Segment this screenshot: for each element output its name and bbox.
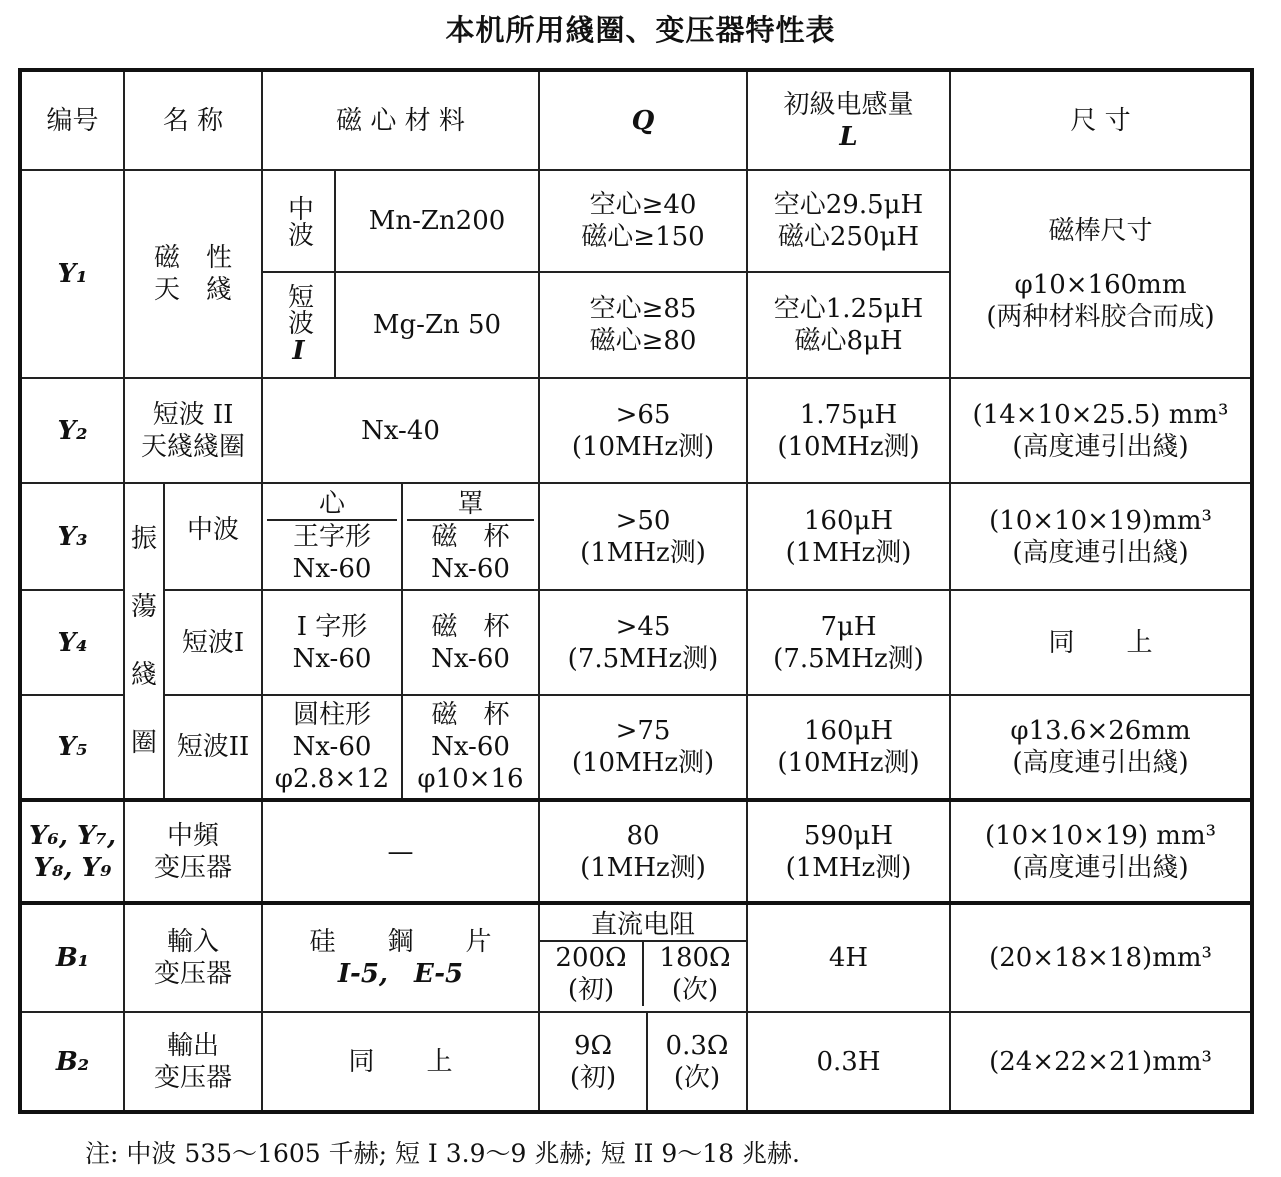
table-row [20, 800, 1252, 903]
g1: 蕩 [130, 592, 157, 622]
y3-core [262, 483, 402, 590]
y3-l [747, 483, 950, 590]
b1-core [262, 903, 539, 1012]
b1-resistance [539, 903, 747, 1012]
l1: 7μH [820, 611, 877, 642]
y1-mw-core: Mn-Zn200 [335, 170, 539, 272]
footnote: 注: 中波 535～1605 千赫; 短 I 3.9～9 兆赫; 短 II 9～18 兆赫. [85, 1139, 800, 1168]
table-row [20, 378, 1252, 483]
y4-cover [402, 590, 539, 695]
name1: 中頻 [166, 820, 219, 851]
header-q: Q [539, 70, 747, 170]
l2: (10MHz测) [777, 431, 920, 462]
q1: 80 [626, 820, 660, 851]
l1: 1.75μH [799, 399, 898, 430]
y5-core [262, 695, 402, 800]
y3-name: 中波 [164, 483, 262, 590]
size1: φ13.6×26mm [1010, 716, 1191, 746]
l2: (7.5MHz测) [773, 643, 924, 674]
y1-size [950, 170, 1252, 378]
r2a: 180Ω [659, 943, 731, 973]
header-id: 编号 [20, 70, 124, 170]
size3: (两种材料胶合而成) [986, 302, 1215, 332]
y4-q [539, 590, 747, 695]
q1: >75 [615, 716, 671, 746]
l1: 160μH [803, 716, 894, 746]
y1-sw-l [747, 272, 950, 378]
y5-l [747, 695, 950, 800]
table-row [20, 695, 1252, 800]
core2: Nx-60 [292, 553, 372, 584]
core1: 王字形 [292, 521, 371, 552]
header-l1: 初級电感量 [783, 89, 914, 120]
core3: φ2.8×12 [274, 764, 390, 794]
r1b: (初) [569, 1062, 617, 1093]
name1: 輸出 [166, 1030, 219, 1061]
y5-size [950, 695, 1252, 800]
q2: 磁心≥150 [581, 222, 705, 252]
header-l2: L [839, 121, 858, 152]
cover-header: 罩 [407, 489, 534, 521]
size2: φ10×160mm [1014, 270, 1187, 300]
table-row [20, 1012, 1252, 1112]
y6-name [124, 800, 262, 903]
q2: (10MHz测) [571, 748, 715, 778]
size2: (高度連引出綫) [1012, 431, 1189, 462]
name1: 短波 II [152, 399, 234, 430]
q2: (10MHz测) [571, 431, 715, 462]
l1: 160μH [803, 505, 894, 536]
b2-id: B₂ [20, 1012, 124, 1112]
q2: (7.5MHz测) [567, 643, 719, 674]
name1: 輸入 [166, 927, 219, 957]
table-title: 本机所用綫圈、变压器特性表 [445, 13, 836, 47]
r2b: (次) [673, 1062, 721, 1093]
cover1: 磁 杯 [431, 611, 510, 642]
l1: 590μH [803, 820, 894, 851]
header-row [20, 70, 1252, 170]
name2: 变压器 [153, 852, 232, 883]
id1: Y₆, Y₇, [28, 820, 117, 851]
cover2: Nx-60 [431, 553, 510, 584]
y5-q [539, 695, 747, 800]
l1: 空心29.5μH [773, 190, 924, 220]
y2-l [747, 378, 950, 483]
y1-id: Y₁ [20, 170, 124, 378]
table-row [20, 903, 1252, 1012]
y2-core: Nx-40 [262, 378, 539, 483]
y4-l [747, 590, 950, 695]
table-row [20, 483, 1252, 590]
y1-name2: 天 綫 [153, 275, 232, 305]
y1-sw-core: Mg-Zn 50 [335, 272, 539, 378]
core2: Nx-60 [292, 732, 372, 762]
y3-size [950, 483, 1252, 590]
cover2: Nx-60 [431, 643, 510, 674]
y6-q [539, 800, 747, 903]
y5-name: 短波II [164, 695, 262, 800]
g0: 振 [130, 524, 157, 554]
r1a: 200Ω [555, 943, 627, 973]
sw-label2: I [292, 336, 305, 366]
l2: (1MHz测) [785, 537, 912, 568]
size1: (10×10×19) mm³ [984, 820, 1217, 851]
size2: (高度連引出綫) [1012, 748, 1189, 778]
cover3: φ10×16 [417, 764, 524, 794]
y1-mw-l [747, 170, 950, 272]
q1: 空心≥85 [589, 294, 697, 324]
y4-id: Y₄ [20, 590, 124, 695]
core2: I-5, E-5 [337, 959, 464, 989]
b1-size: (20×18×18)mm³ [950, 903, 1252, 1012]
r2a: 0.3Ω [665, 1030, 729, 1061]
cover1: 磁 杯 [431, 700, 510, 730]
g3: 圈 [130, 728, 157, 758]
core1: 圆柱形 [292, 700, 371, 730]
q1: >50 [615, 505, 671, 536]
l2: (1MHz测) [785, 852, 912, 883]
sw-label1: 短波 [283, 283, 314, 335]
core1: 硅 鋼 片 [309, 927, 492, 957]
r1b: (初) [567, 975, 615, 1005]
y4-core [262, 590, 402, 695]
cover2: Nx-60 [431, 732, 510, 762]
l1: 空心1.25μH [773, 294, 924, 324]
b2-size: (24×22×21)mm³ [950, 1012, 1252, 1112]
q2: (1MHz测) [580, 537, 706, 568]
l2: 磁心250μH [777, 222, 920, 252]
y6-id [20, 800, 124, 903]
header-core: 磁 心 材 料 [262, 70, 539, 170]
core1: I 字形 [296, 611, 368, 642]
name2: 变压器 [153, 1062, 232, 1093]
y3-q [539, 483, 747, 590]
y2-name [124, 378, 262, 483]
b2-name [124, 1012, 262, 1112]
r-secondary [642, 942, 746, 1006]
y4-name: 短波I [164, 590, 262, 695]
l2: (10MHz测) [777, 748, 920, 778]
r2b: (次) [671, 975, 719, 1005]
size1: (14×10×25.5) mm³ [972, 399, 1229, 430]
y5-id: Y₅ [20, 695, 124, 800]
y6-size [950, 800, 1252, 903]
table-row [20, 590, 1252, 695]
header-inductance [747, 70, 950, 170]
y1-mw-label: 中波 [262, 170, 335, 272]
name2: 天綫綫圈 [140, 431, 245, 462]
q2: 磁心≥80 [589, 326, 697, 356]
y2-size [950, 378, 1252, 483]
b1-name [124, 903, 262, 1012]
osc-group [124, 483, 164, 800]
y6-l [747, 800, 950, 903]
size1: (10×10×19)mm³ [989, 505, 1212, 536]
y3-id: Y₃ [20, 483, 124, 590]
y5-cover [402, 695, 539, 800]
y1-name [124, 170, 262, 378]
characteristics-table [18, 68, 1254, 1114]
y4-size: 同 上 [950, 590, 1252, 695]
y6-core: — [262, 800, 539, 903]
header-size: 尺 寸 [950, 70, 1252, 170]
b2-r-primary [539, 1012, 647, 1112]
b2-l: 0.3H [747, 1012, 950, 1112]
table-row [20, 170, 1252, 272]
q1: 空心≥40 [589, 190, 697, 220]
b2-r-secondary [647, 1012, 747, 1112]
r-primary [540, 942, 642, 1006]
name2: 变压器 [153, 959, 232, 989]
core-header: 心 [267, 489, 397, 521]
cover1: 磁 杯 [431, 521, 510, 552]
id2: Y₈, Y₉ [33, 852, 112, 883]
y1-sw-q [539, 272, 747, 378]
g2: 綫 [130, 660, 157, 690]
core2: Nx-60 [292, 643, 372, 674]
size1: 磁棒尺寸 [1048, 216, 1153, 246]
y1-mw-q [539, 170, 747, 272]
r1a: 9Ω [573, 1030, 613, 1061]
size2: (高度連引出綫) [1012, 852, 1189, 883]
y1-name1: 磁 性 [153, 243, 232, 273]
y2-q [539, 378, 747, 483]
y2-id: Y₂ [20, 378, 124, 483]
b2-core: 同 上 [262, 1012, 539, 1112]
header-name: 名 称 [124, 70, 262, 170]
dc-resistance-header: 直流电阻 [540, 910, 746, 942]
l2: 磁心8μH [794, 326, 903, 356]
size2: (高度連引出綫) [1012, 537, 1189, 568]
y1-sw-label [262, 272, 335, 378]
q1: >65 [615, 399, 671, 430]
b1-id: B₁ [20, 903, 124, 1012]
y3-cover [402, 483, 539, 590]
q1: >45 [615, 611, 671, 642]
q2: (1MHz测) [580, 852, 706, 883]
b1-l: 4H [747, 903, 950, 1012]
